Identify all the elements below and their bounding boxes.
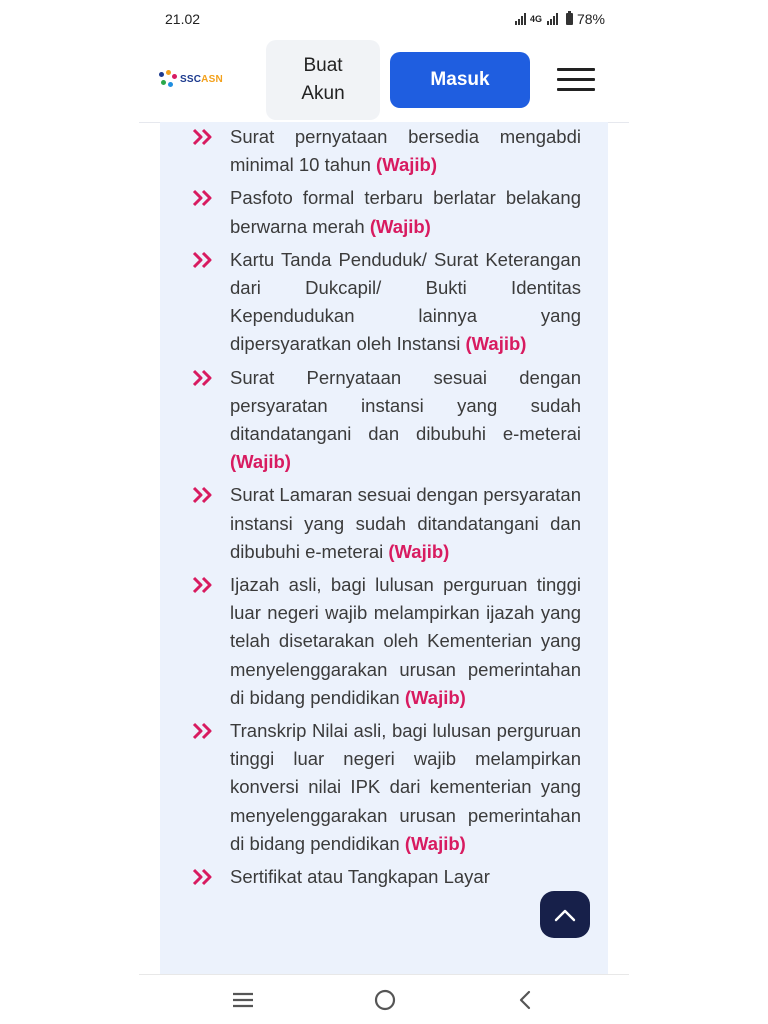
requirement-text: Pasfoto formal terbaru berlatar belakang berwarna merah xyxy=(230,187,581,237)
status-bar xyxy=(139,0,629,38)
buat-akun-button[interactable] xyxy=(266,40,380,120)
requirement-text: Surat pernyataan bersedia mengabdi minimal 10 tahun xyxy=(230,126,581,176)
home-button[interactable] xyxy=(372,987,398,1013)
chevron-up-icon xyxy=(554,908,576,922)
required-badge: (Wajib) xyxy=(369,215,431,237)
home-icon xyxy=(373,988,397,1012)
menu-icon[interactable] xyxy=(557,68,595,92)
requirement-item xyxy=(192,364,581,477)
requirements-list xyxy=(192,122,581,896)
required-badge: (Wajib) xyxy=(230,451,291,473)
requirement-item xyxy=(192,481,581,566)
requirement-item xyxy=(192,184,581,240)
logo-text: SSCASN xyxy=(180,73,223,85)
requirement-item xyxy=(192,863,581,891)
double-chevron-right-icon xyxy=(192,189,214,207)
signal-icon xyxy=(515,13,526,25)
requirements-panel xyxy=(160,122,608,974)
requirement-text: Surat Lamaran sesuai dengan persyaratan instansi yang sudah ditandatangani dan dibubuhi e-meterai xyxy=(230,484,581,562)
recent-apps-button[interactable] xyxy=(230,987,256,1013)
status-icons xyxy=(515,11,605,27)
requirement-text: Kartu Tanda Penduduk/ Surat Keterangan dari Dukcapil/ Bukti Identitas Kependudukan lainnya yang dipersyaratkan oleh Instansi xyxy=(230,248,581,355)
network-type: 4G xyxy=(529,14,542,24)
required-badge: (Wajib) xyxy=(404,686,466,708)
requirement-text: Sertifikat atau Tangkapan Layar xyxy=(230,866,490,888)
double-chevron-right-icon xyxy=(192,576,214,594)
requirement-text: Surat Pernyataan sesuai dengan persyaratan instansi yang sudah ditandatangani dan dibubuhi e-meterai xyxy=(230,366,581,445)
double-chevron-right-icon xyxy=(192,722,214,740)
scroll-to-top-button[interactable] xyxy=(540,891,590,938)
double-chevron-right-icon xyxy=(192,128,214,146)
recent-apps-icon xyxy=(231,991,255,1009)
double-chevron-right-icon xyxy=(192,369,214,387)
battery-icon xyxy=(566,13,573,25)
requirement-item xyxy=(192,717,581,858)
required-badge: (Wajib) xyxy=(465,333,527,355)
sscasn-logo[interactable] xyxy=(159,70,223,88)
back-icon xyxy=(516,989,534,1011)
requirement-item xyxy=(192,246,581,359)
required-badge: (Wajib) xyxy=(404,832,466,854)
requirement-text: Ijazah asli, bagi lulusan perguruan tinggi luar negeri wajib melampirkan ijazah yang telah disetarakan oleh Kementerian yang menyelenggarakan urusan pemerintahan di bidang pendidikan xyxy=(230,574,581,708)
buat-akun-label-line1: Buat xyxy=(303,55,343,76)
requirement-item xyxy=(192,571,581,712)
status-time: 21.02 xyxy=(165,11,201,27)
logo-mark-icon xyxy=(159,70,177,88)
required-badge: (Wajib) xyxy=(376,154,437,176)
signal-icon-2 xyxy=(547,13,558,25)
system-nav-bar xyxy=(139,974,629,1024)
back-button[interactable] xyxy=(512,987,538,1013)
requirement-item xyxy=(192,123,581,179)
double-chevron-right-icon xyxy=(192,251,214,269)
battery-level: 78% xyxy=(576,11,605,27)
phone-screen xyxy=(139,0,629,1024)
required-badge: (Wajib) xyxy=(388,540,450,562)
double-chevron-right-icon xyxy=(192,486,214,504)
site-header xyxy=(139,38,629,123)
requirement-text: Transkrip Nilai asli, bagi lulusan perguruan tinggi luar negeri wajib melampirkan konversi nilai IPK dari kementerian yang menyelenggarakan urusan pemerintahan di bidang pendidikan xyxy=(230,720,581,854)
double-chevron-right-icon xyxy=(192,868,214,886)
masuk-button[interactable]: Masuk xyxy=(390,52,530,108)
buat-akun-label-line2: Akun xyxy=(301,83,345,104)
